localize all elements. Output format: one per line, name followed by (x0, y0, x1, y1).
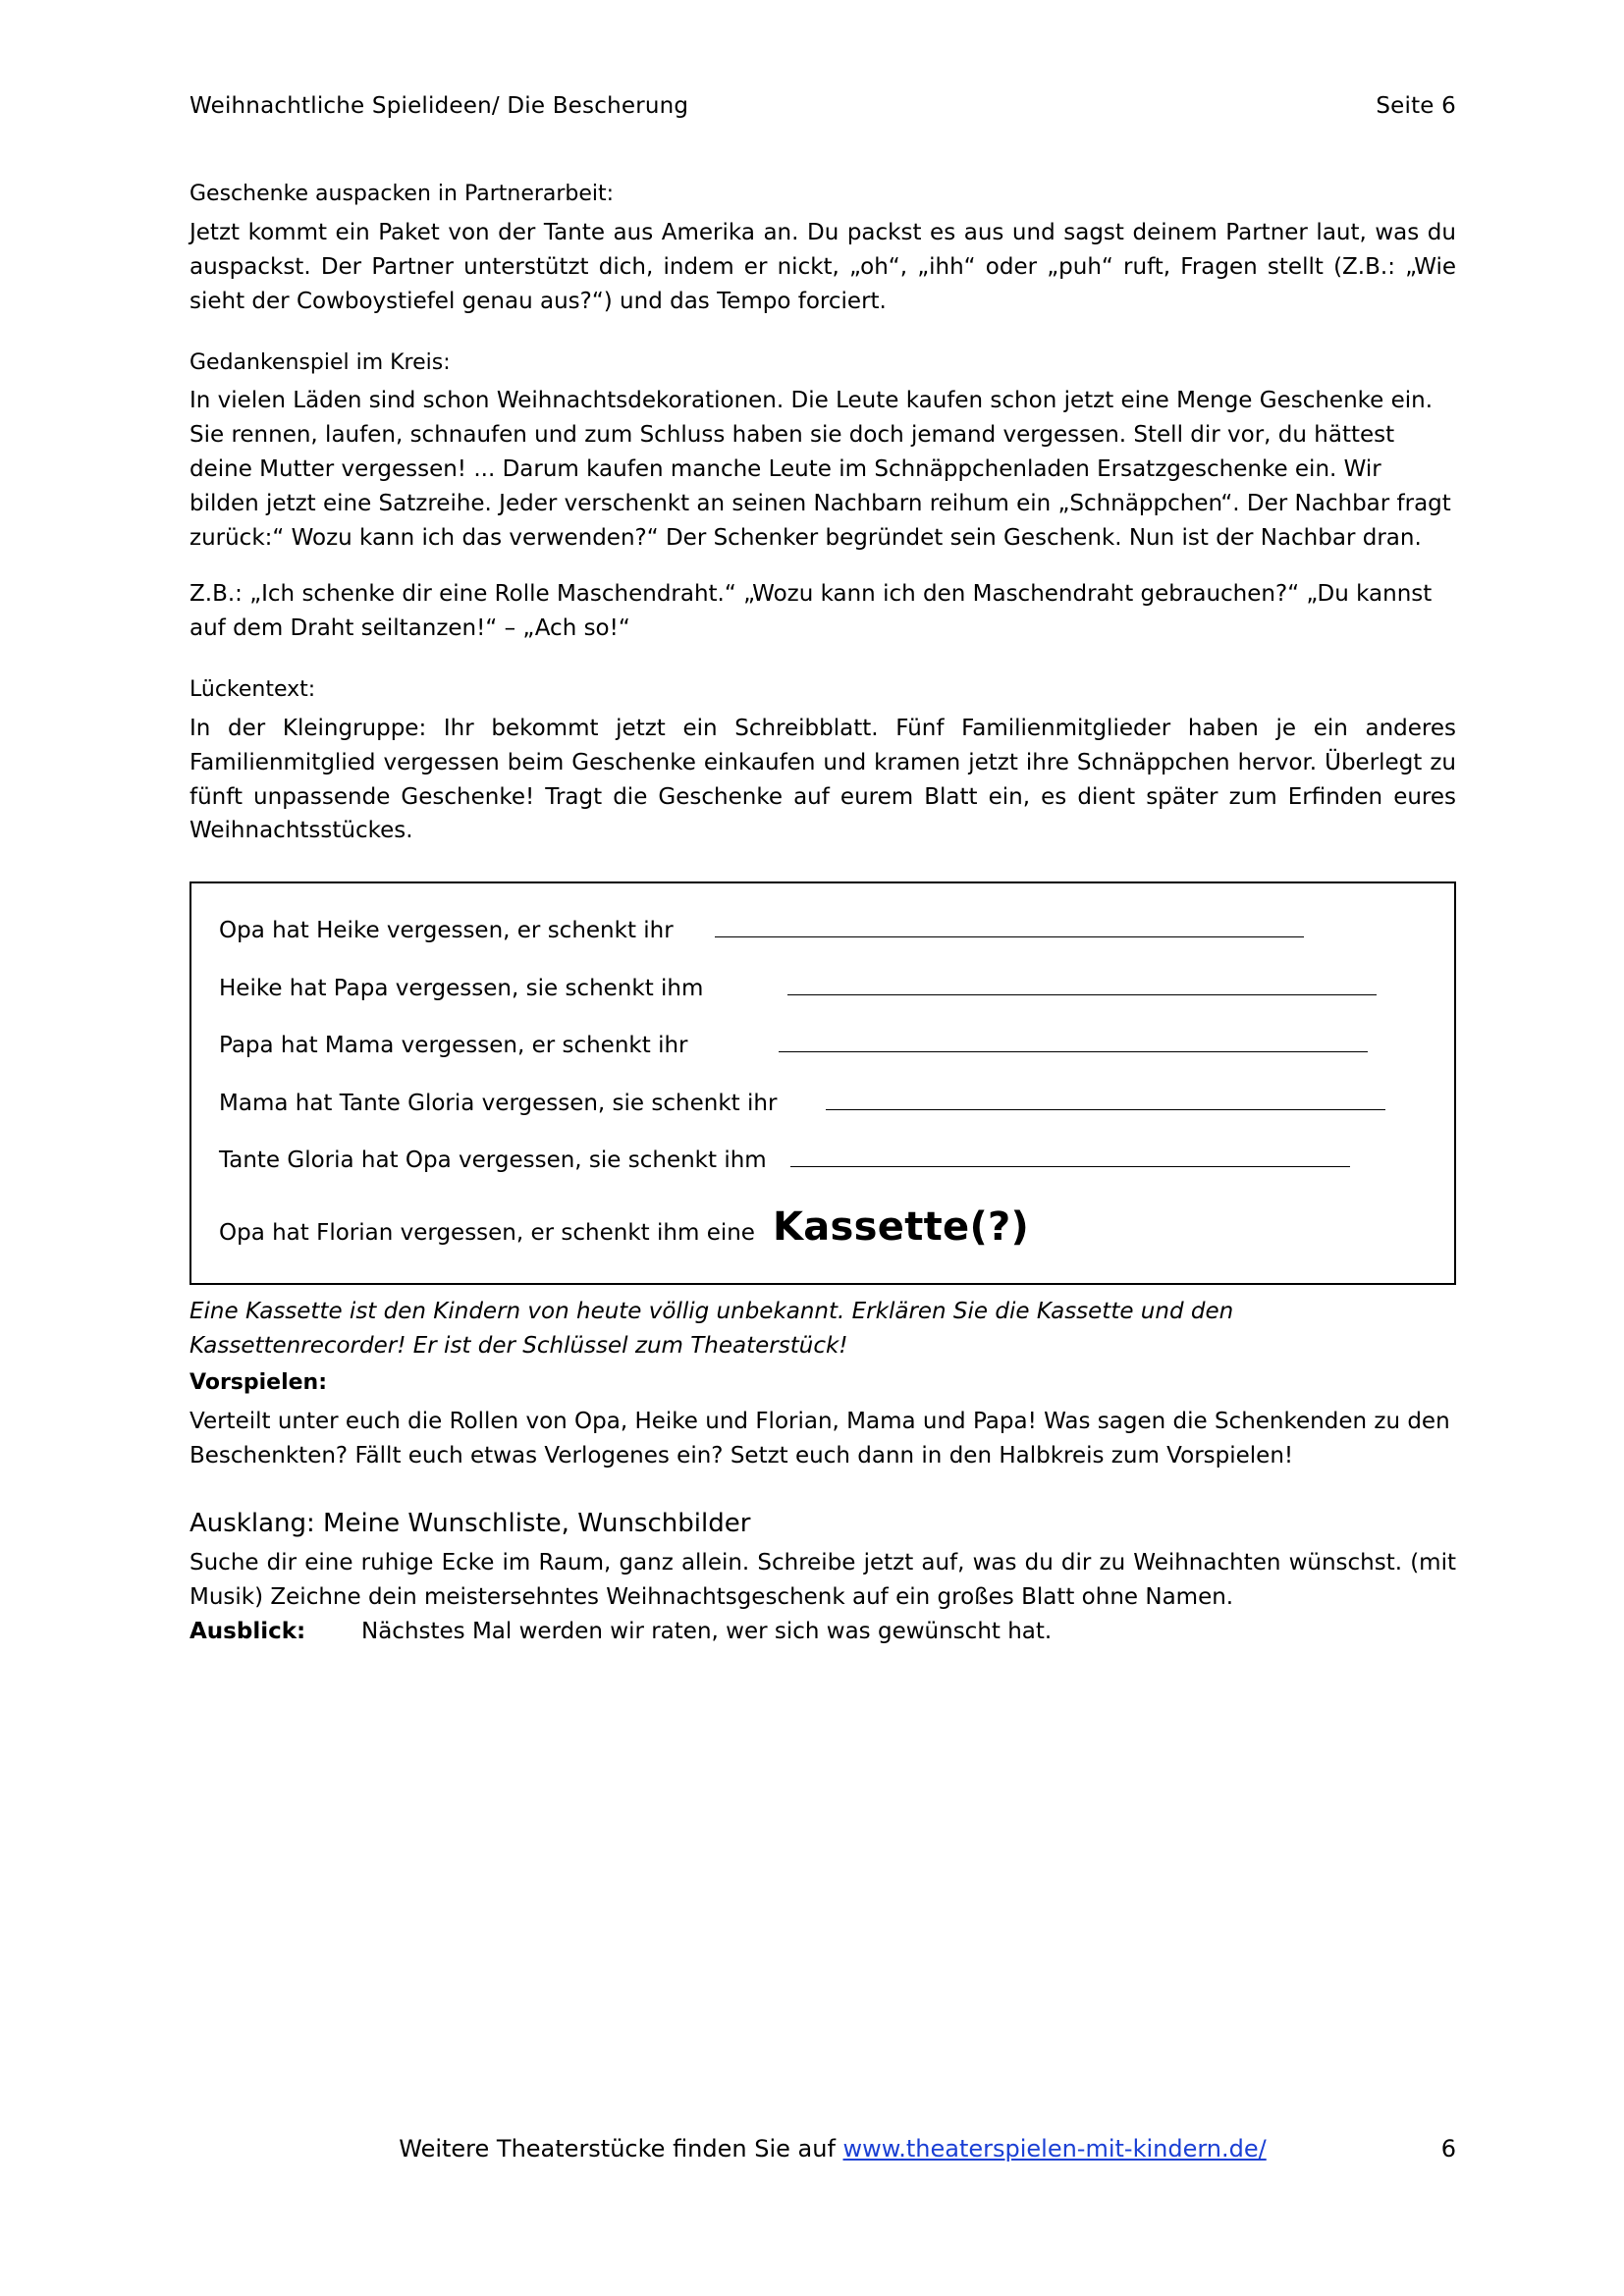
section-vorspielen (189, 1368, 1456, 1473)
fill-in-answer: Kassette(?) (772, 1204, 1030, 1251)
fill-in-row (191, 1148, 1454, 1174)
section-heading: Lückentext: (189, 676, 316, 702)
fill-in-blank[interactable] (790, 1148, 1350, 1168)
fill-in-blank[interactable] (787, 975, 1377, 995)
section-paragraph: Verteilt unter euch die Rollen von Opa, Heike und Florian, Mama und Papa! Was sagen die Schenkenden zu den Beschenkten? Fällt euch etwas Verlogenes ein? Setzt euch dann in den Halbkreis zum Vorspielen! (189, 1408, 1450, 1468)
ausblick-label: Ausblick: (189, 1618, 306, 1644)
section-heading: Vorspielen: (189, 1370, 328, 1396)
document-header (189, 93, 1456, 119)
ausblick-row (189, 1615, 1456, 1649)
section-paragraph: Jetzt kommt ein Paket von der Tante aus Amerika an. Du packst es aus und sagst deinem Partner laut, was du auspackst. Der Partner unterstützt dich, indem er nickt, „oh“, „ihh“ oder „puh“ ruft, Fragen stellt (Z.B.: „Wie sieht der Cowboystiefel genau aus?“) und das Tempo forciert. (189, 219, 1456, 314)
fill-in-blank[interactable] (779, 1033, 1368, 1053)
fill-in-blank[interactable] (715, 917, 1304, 937)
footer-link[interactable]: www.theaterspielen-mit-kindern.de/ (842, 2135, 1267, 2163)
section-heading: Ausklang: Meine Wunschliste, Wunschbilder (189, 1508, 751, 1538)
document-footer (189, 2135, 1456, 2163)
fill-in-box (189, 881, 1456, 1285)
header-page-label: Seite 6 (1376, 93, 1456, 119)
kassette-note: Eine Kassette ist den Kindern von heute völlig unbekannt. Erklären Sie die Kassette und den Kassettenrecorder! Er ist der Schlüssel zum Theaterstück! (189, 1299, 1234, 1359)
ausblick-text: Nächstes Mal werden wir raten, wer sich was gewünscht hat. (361, 1618, 1053, 1644)
page-content (189, 93, 1456, 1678)
section-heading: Gedankenspiel im Kreis: (189, 349, 451, 375)
section-example: Z.B.: „Ich schenke dir eine Rolle Maschendraht.“ „Wozu kann ich den Maschendraht gebrauchen?“ „Du kannst auf dem Draht seiltanzen!“ – „Ach so!“ (189, 581, 1433, 641)
footer-page-number: 6 (1440, 2135, 1456, 2163)
section-geschenke-auspacken (189, 180, 1456, 319)
fill-in-label: Opa hat Heike vergessen, er schenkt ihr (219, 917, 674, 943)
fill-in-label: Papa hat Mama vergessen, er schenkt ihr (219, 1033, 688, 1059)
fill-in-blank[interactable] (826, 1090, 1385, 1110)
section-paragraph: In der Kleingruppe: Ihr bekommt jetzt ein Schreibblatt. Fünf Familienmitglieder haben je ein anderes Familienmitglied vergessen beim Geschenke einkaufen und kramen jetzt ihre Schnäppchen hervor. Überlegt zu fünft unpassende Geschenke! Tragt die Geschenke auf eurem Blatt ein, es dient später zum Erfinden eures Weihnachtsstückes. (189, 715, 1456, 844)
fill-in-row (191, 917, 1454, 943)
fill-in-label: Heike hat Papa vergessen, sie schenkt ihm (219, 975, 704, 1001)
footer-text-wrap (189, 2135, 1417, 2163)
section-paragraph: Suche dir eine ruhige Ecke im Raum, ganz allein. Schreibe jetzt auf, was du dir zu Weihnachten wünschst. (mit Musik) Zeichne dein meistersehntes Weihnachtsgeschenk auf ein großes Blatt ohne Namen. (189, 1549, 1456, 1610)
section-ausklang (189, 1509, 1456, 1648)
fill-in-label: Tante Gloria hat Opa vergessen, sie schenkt ihm (219, 1148, 767, 1174)
footer-text: Weitere Theaterstücke finden Sie auf (399, 2135, 843, 2163)
fill-in-label: Mama hat Tante Gloria vergessen, sie schenkt ihr (219, 1090, 778, 1116)
fill-in-label: Opa hat Florian vergessen, er schenkt ihm eine (219, 1220, 755, 1247)
section-lueckentext (189, 675, 1456, 849)
fill-in-row-answered (191, 1204, 1454, 1250)
section-paragraph: In vielen Läden sind schon Weihnachtsdekorationen. Die Leute kaufen schon jetzt eine Menge Geschenke ein. Sie rennen, laufen, schnaufen und zum Schluss haben sie doch jemand vergessen. Stell dir vor, du hättest deine Mutter vergessen! ... Darum kaufen manche Leute im Schnäppchenladen Ersatzgeschenke ein. Wir bilden jetzt eine Satzreihe. Jeder verschenkt an seinen Nachbarn reihum ein „Schnäppchen“. Der Nachbar fragt zurück:“ Wozu kann ich das verwenden?“ Der Schenker begründet sein Geschenk. Nun ist der Nachbar dran. (189, 388, 1451, 552)
header-title: Weihnachtliche Spielideen/ Die Bescherung (189, 93, 689, 119)
fill-in-row (191, 975, 1454, 1001)
section-gedankenspiel (189, 348, 1456, 646)
section-heading: Geschenke auspacken in Partnerarbeit: (189, 182, 615, 206)
fill-in-row (191, 1090, 1454, 1116)
fill-in-row (191, 1033, 1454, 1059)
